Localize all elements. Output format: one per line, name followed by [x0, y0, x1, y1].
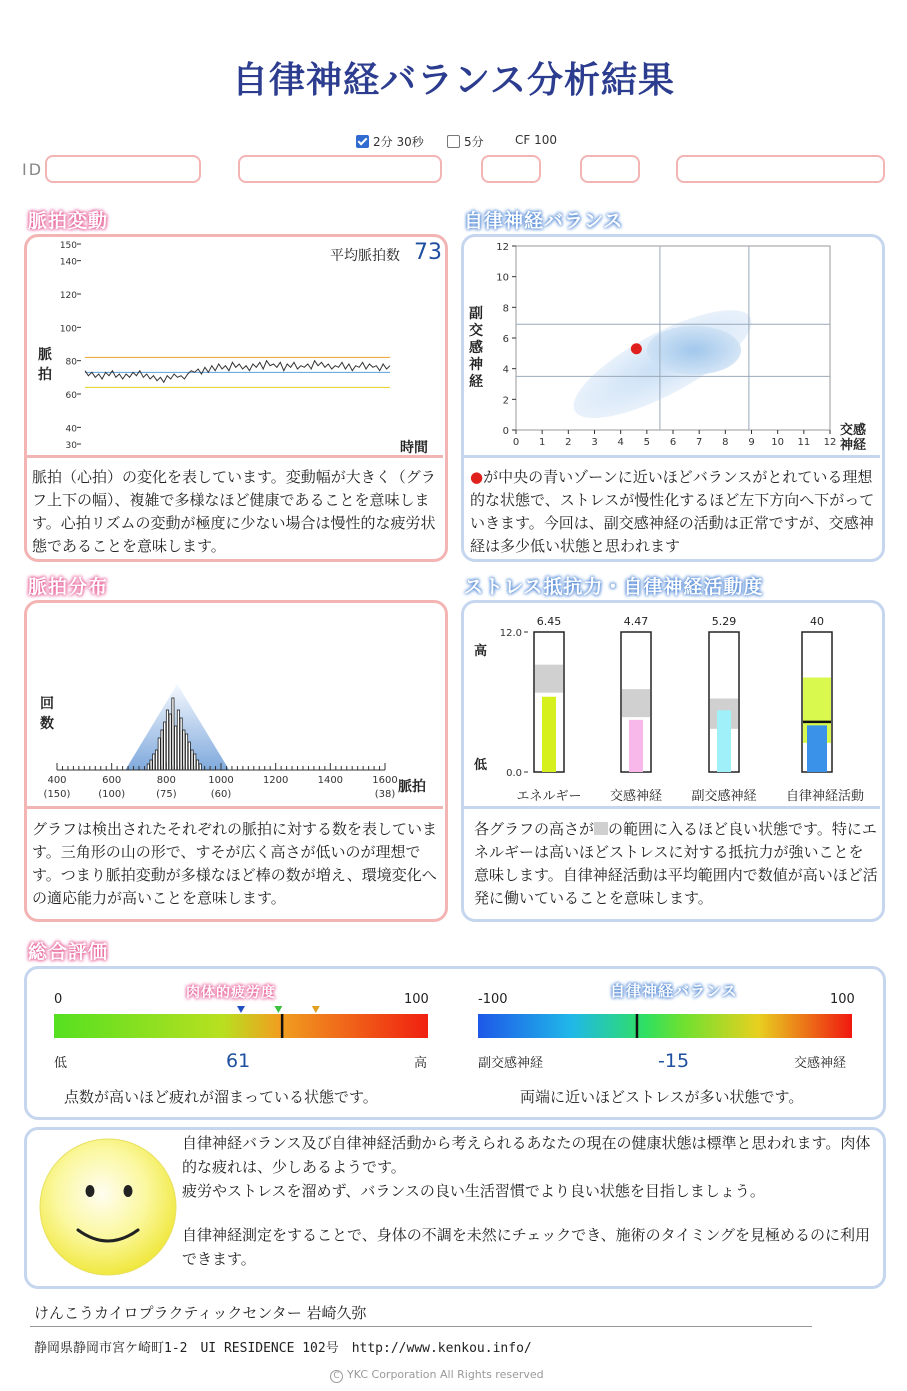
- section-title-stress-resistance: ストレス抵抗力・自律神経活動度: [464, 576, 764, 598]
- scale-bottom-label: 0.0: [506, 768, 522, 779]
- x-tick-label: 10: [771, 437, 785, 448]
- x-tick-label: 1200: [262, 775, 289, 786]
- x-tick-label: 3: [591, 437, 598, 448]
- summary-p2: 疲労やストレスを溜めず、バランスの良い生活習慣でより良い状態を目指しましょう。: [182, 1182, 765, 1200]
- y-tick-label: 150: [59, 241, 77, 251]
- bar-value-label: 40: [810, 615, 824, 628]
- copyright-text: YKC Corporation All Rights reserved: [347, 1368, 544, 1381]
- x-tick-label: 1000: [208, 775, 234, 786]
- x-tick-label: 600: [102, 775, 122, 786]
- histogram-bar: [196, 760, 198, 770]
- histogram-bar: [185, 734, 187, 770]
- value-bar: [629, 720, 643, 772]
- cf-value: CF 100: [515, 133, 557, 147]
- histogram-bar: [183, 730, 185, 770]
- option-label: 2分 30秒: [373, 135, 424, 149]
- footer-address: 静岡県静岡市宮ケ崎町1-2 UI RESIDENCE 102号 http://www.kenkou.info/: [34, 1341, 532, 1356]
- option-2min30[interactable]: [356, 133, 424, 150]
- histogram-bar: [169, 714, 171, 770]
- y-tick-label: 6: [502, 334, 509, 345]
- summary-text: [182, 1131, 876, 1271]
- sex-field[interactable]: [580, 155, 640, 183]
- histogram-bar: [153, 754, 155, 770]
- y-tick-label: 140: [59, 257, 77, 268]
- checkbox-checked-icon[interactable]: [356, 135, 369, 148]
- fatigue-ref-marker-icon: [312, 1006, 320, 1013]
- balance-value: -15: [658, 1050, 690, 1072]
- divider: [25, 806, 443, 809]
- pulse-distribution-description: グラフは検出されたそれぞれの脈拍に対する数を表しています。三角形の山の形で、すそが広く高さが低いのが理想です。つまり脈拍変動が多様なほど棒の数が増え、環境変化への適応能力が高いことを意味します。: [32, 820, 438, 907]
- value-bar: [717, 710, 731, 772]
- smiley-face-icon: [38, 1137, 178, 1277]
- y-tick-label: 100: [59, 324, 77, 335]
- value-bar: [542, 697, 556, 772]
- scale-top-label: 12.0: [499, 628, 522, 639]
- normal-range: [535, 665, 563, 693]
- balance-max: 100: [830, 992, 855, 1007]
- y-tick-label: 10: [496, 272, 509, 284]
- x-tick-sublabel: (100): [98, 789, 126, 800]
- avg-pulse-label: 平均脈拍数: [330, 248, 400, 264]
- low-label: 低: [474, 758, 488, 773]
- x-tick-label: 9: [748, 437, 755, 448]
- fatigue-avg-marker-icon: [237, 1006, 245, 1013]
- x-tick-label: 5: [643, 437, 651, 448]
- footer-copyright: [330, 1368, 544, 1383]
- spacer: [182, 1203, 876, 1223]
- value-bar: [807, 725, 827, 772]
- x-tick-label: 2: [565, 437, 572, 448]
- divider: [25, 455, 443, 458]
- fatigue-value: 61: [226, 1050, 251, 1072]
- count-y-label: 回 数: [40, 696, 54, 732]
- fatigue-high: 高: [414, 1056, 428, 1071]
- divider: [462, 455, 880, 458]
- bar-category-label: 交感神経: [609, 789, 663, 804]
- option-5min[interactable]: [447, 133, 484, 150]
- balance-gauge-bar: [478, 1014, 852, 1038]
- autonomic-balance-chart: [470, 238, 875, 454]
- x-tick-label: 0: [512, 437, 520, 448]
- x-tick-label: 12: [823, 437, 837, 448]
- bar-category-label: エネルギー: [516, 789, 582, 804]
- id-label: ID: [22, 160, 44, 179]
- fatigue-min: 0: [54, 992, 63, 1007]
- stress-resistance-chart: [466, 606, 876, 806]
- page-title: 自律神経バランス分析結果: [232, 60, 675, 101]
- parasympathetic-axis-label: 副交感神経: [469, 306, 483, 390]
- footer-org: けんこうカイロプラクティックセンター 岩崎久弥: [34, 1304, 367, 1322]
- x-tick-label: 800: [156, 775, 176, 786]
- fatigue-ref-marker-icon: [274, 1006, 282, 1013]
- bar-value-label: 6.45: [536, 615, 562, 628]
- histogram-bar: [188, 742, 190, 770]
- footer-divider: [30, 1326, 812, 1327]
- histogram-bar: [158, 738, 160, 770]
- pulse-line: [85, 361, 390, 383]
- balance-label: 自律神経バランス: [610, 982, 738, 1000]
- pulse-variation-chart: [30, 238, 438, 454]
- histogram-bar: [180, 718, 182, 770]
- summary-p1: 自律神経バランス及び自律神経活動から考えられるあなたの現在の健康状態は標準と思われます。肉体的な疲れは、少しあるようです。: [182, 1134, 871, 1176]
- fatigue-gauge-bar: [54, 1014, 428, 1038]
- histogram-bar: [172, 698, 174, 770]
- bar-value-label: 4.47: [623, 615, 649, 628]
- histogram-bar: [191, 750, 193, 770]
- high-label: 高: [474, 644, 488, 659]
- histogram-bar: [147, 764, 149, 770]
- x-tick-label: 1: [538, 437, 546, 448]
- y-tick-label: 8: [502, 303, 509, 315]
- balance-min: -100: [478, 992, 508, 1007]
- y-tick-label: 120: [59, 291, 77, 301]
- y-tick-label: 2: [502, 395, 509, 407]
- y-tick-label: 4: [502, 364, 509, 376]
- bar-category-label: 副交感神経: [691, 789, 757, 804]
- section-title-overall: 総合評価: [28, 941, 109, 963]
- y-tick-label: 60: [65, 391, 77, 401]
- divider: [462, 806, 880, 809]
- pulse-variation-description: 脈拍（心拍）の変化を表しています。変動幅が大きく（グラフ上下の幅）、複雑で多様なほど健康であることを意味します。心拍リズムの変動が極度に少ない場合は慢性的な疲労状態であることを意味します。: [32, 468, 436, 555]
- option-label: 5分: [464, 135, 484, 149]
- x-tick-label: 8: [722, 437, 729, 448]
- x-tick-label: 1400: [317, 775, 344, 786]
- autonomic-balance-description: [470, 466, 876, 558]
- balance-note: 両端に近いほどストレスが多い状態です。: [520, 1088, 804, 1106]
- x-tick-sublabel: (150): [43, 789, 71, 800]
- histogram-bar: [166, 710, 168, 770]
- section-title-pulse-variation: 脈拍変動: [28, 210, 109, 232]
- histogram-bar: [164, 722, 166, 770]
- stress-resistance-description: [474, 818, 878, 910]
- description-text: の範囲に入るほど良い状態です。特にエネルギーは高いほどストレスに対する抵抗力が強いことを意味します。自律神経活動は平均範囲内で数値が高いほど活発に働いていることを意味します。: [474, 820, 878, 907]
- y-tick-label: 12: [496, 242, 509, 253]
- x-tick-sublabel: (75): [156, 789, 177, 800]
- fatigue-note: 点数が高いほど疲れが溜まっている状態です。: [64, 1088, 378, 1106]
- section-title-pulse-distribution: 脈拍分布: [28, 576, 109, 598]
- y-tick-label: 0: [502, 426, 509, 437]
- normal-range: [622, 689, 650, 717]
- pulse-distribution-chart: [30, 606, 438, 806]
- fatigue-low: 低: [54, 1056, 68, 1071]
- x-tick-label: 6: [669, 437, 677, 448]
- balance-point: [631, 343, 642, 354]
- balance-right-label: 交感神経: [794, 1056, 847, 1071]
- id-field[interactable]: [45, 155, 201, 183]
- y-tick-label: 80: [65, 357, 77, 368]
- summary-p3: 自律神経測定をすることで、身体の不調を未然にチェックでき、施術のタイミングを見極めるのに利用できます。: [182, 1226, 871, 1268]
- histogram-bar: [175, 726, 177, 770]
- pulse-dist-x-label: 脈拍: [398, 779, 426, 795]
- x-tick-label: 1600: [372, 775, 398, 786]
- checkbox-icon[interactable]: [447, 135, 460, 148]
- age-field[interactable]: [481, 155, 541, 183]
- pulse-y-label: 脈 拍: [38, 347, 52, 383]
- histogram-bar: [161, 730, 163, 770]
- y-tick-label: 30: [65, 441, 77, 451]
- bar-value-label: 5.29: [711, 615, 737, 628]
- x-tick-sublabel: (60): [210, 789, 232, 800]
- fatigue-label: 肉体的疲労度: [186, 985, 276, 1001]
- name-field[interactable]: [238, 155, 442, 183]
- red-dot-icon: ●: [470, 468, 484, 486]
- y-tick-label: 40: [65, 424, 77, 435]
- x-tick-label: 7: [695, 437, 703, 448]
- section-title-autonomic-balance: 自律神経バランス: [464, 210, 624, 232]
- balance-left-label: 副交感神経: [478, 1056, 544, 1071]
- description-text: が中央の青いゾーンに近いほどバランスがとれている理想的な状態で、ストレスが慢性化するほど左下方向へ下がっていきます。今回は、副交感神経の活動は正常ですが、交感神経は多少低い状態と思われます: [470, 468, 875, 555]
- fatigue-max: 100: [404, 992, 429, 1007]
- x-tick-label: 400: [47, 775, 67, 786]
- avg-pulse-value: 73: [414, 240, 442, 265]
- gray-range-swatch: [594, 822, 608, 835]
- x-tick-label: 11: [797, 437, 811, 448]
- x-tick-sublabel: (38): [374, 789, 396, 800]
- histogram-bar: [177, 710, 179, 770]
- pulse-x-label: 時間: [400, 440, 428, 456]
- description-text: 各グラフの高さが: [474, 820, 595, 838]
- sympathetic-axis-label: 交感 神経: [840, 423, 867, 453]
- date-field[interactable]: [676, 155, 885, 183]
- ideal-zone: [647, 326, 741, 375]
- x-tick-label: 4: [617, 437, 624, 448]
- copyright-icon: C: [330, 1370, 343, 1383]
- bar-category-label: 自律神経活動: [785, 789, 865, 804]
